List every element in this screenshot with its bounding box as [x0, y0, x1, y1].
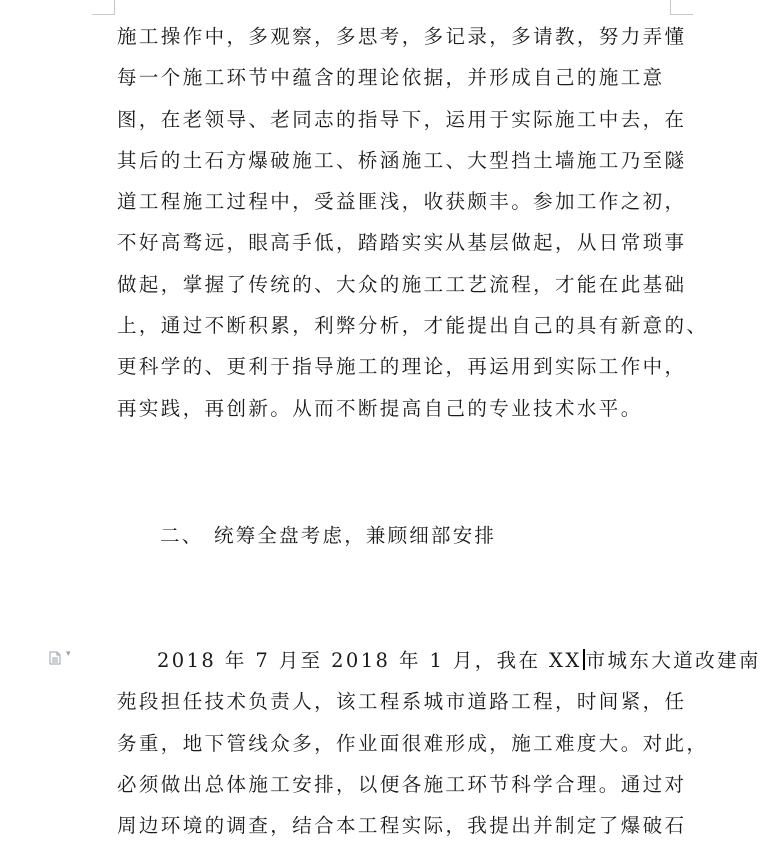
paragraph-line: 施工操作中，多观察，多思考，多记录，多请教，努力弄懂: [117, 25, 687, 48]
page-corner-mark-left: [92, 0, 115, 15]
page-corner-mark-right: [670, 0, 693, 15]
text-after-cursor: 市城东大道改建南: [585, 649, 761, 672]
paragraph-line: 苑段担任技术负责人，该工程系城市道路工程，时间紧，任: [117, 690, 687, 714]
section-heading: [160, 515, 496, 556]
paragraph-first-line: [117, 640, 761, 681]
paragraph-line: 上，通过不断积累，利弊分析，才能提出自己的具有新意的、: [117, 314, 709, 338]
paragraph-line: 每一个施工环节中蕴含的理论依据，并形成自己的施工意: [117, 66, 665, 90]
paragraph-line: 其后的土石方爆破施工、桥涵施工、大型挡土墙施工乃至隧: [117, 148, 687, 172]
paragraph-line: 必须做出总体施工安排，以便各施工环节科学合理。通过对: [117, 772, 687, 796]
paragraph-line: 再实践，再创新。从而不断提高自己的专业技术水平。: [117, 396, 643, 420]
paragraph-line: 务重，地下管线众多，作业面很难形成，施工难度大。对此，: [117, 731, 709, 755]
heading-text: 统筹全盘考虑，兼顾细部安排: [214, 524, 497, 547]
document-icon[interactable]: [48, 650, 62, 664]
text-before-cursor: 2018 年 7 月至 2018 年 1 月，我在 XX: [157, 649, 582, 672]
heading-number: 二、: [160, 524, 204, 547]
paragraph-line: 做起，掌握了传统的、大众的施工工艺流程，才能在此基础: [117, 272, 687, 296]
paragraph-1: [117, 16, 709, 429]
paragraph-line: 不好高骛远，眼高手低，踏踏实实从基层做起，从日常琐事: [117, 231, 687, 255]
chevron-down-icon[interactable]: ▾: [66, 649, 71, 659]
text-cursor: [583, 649, 585, 670]
paragraph-line: 道工程施工过程中，受益匪浅，收获颇丰。参加工作之初，: [117, 190, 687, 214]
paragraph-line: 图，在老领导、老同志的指导下，运用于实际施工中去，在: [117, 107, 687, 131]
paragraph-line: 周边环境的调查，结合本工程实际，我提出并制定了爆破石: [117, 814, 687, 838]
paragraph-2: [117, 640, 761, 846]
paragraph-line: 更科学的、更利于指导施工的理论，再运用到实际工作中，: [117, 355, 687, 379]
